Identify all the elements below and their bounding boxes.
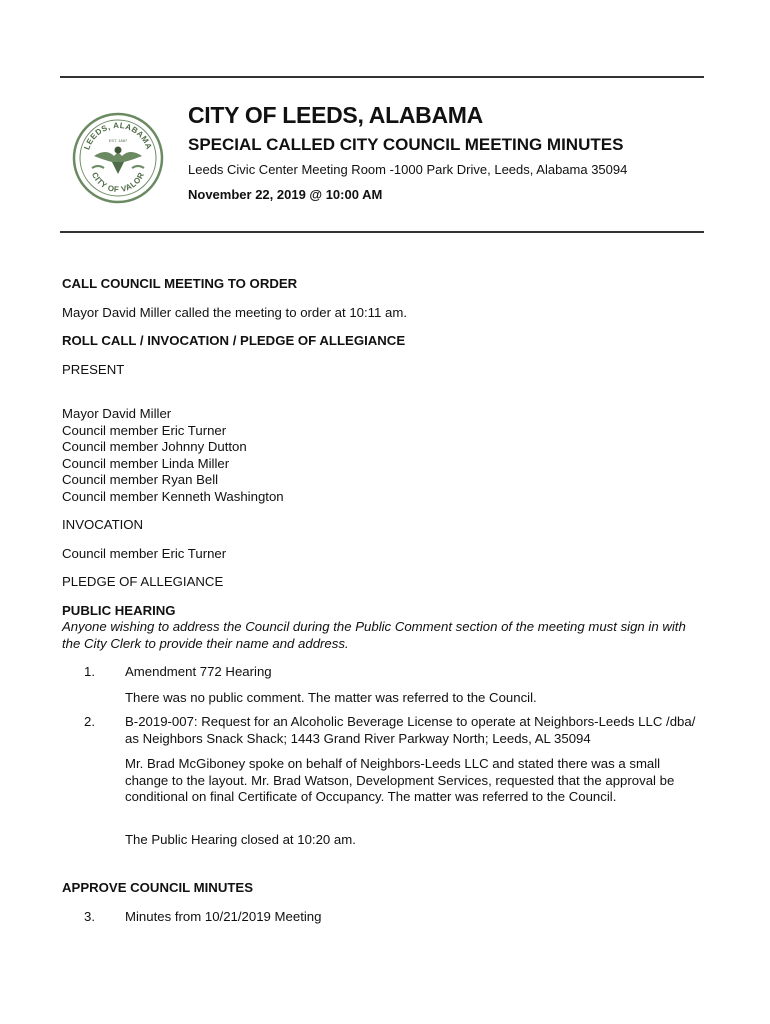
item-detail: There was no public comment. The matter was referred to the Council.: [125, 689, 537, 705]
attendee-list: [62, 406, 702, 505]
item-number: 1.: [84, 664, 95, 679]
list-item: Council member Kenneth Washington: [62, 488, 284, 504]
item-number: 3.: [84, 908, 95, 924]
list-item: Council member Ryan Bell: [62, 472, 219, 487]
meeting-title: SPECIAL CALLED CITY COUNCIL MEETING MINUTES: [188, 135, 624, 154]
city-seal-logo: [72, 112, 164, 204]
agenda-item-2: [62, 714, 702, 848]
public-hearing-note: Anyone wishing to address the Council during the Public Comment section of the meeting must sign in with the City Clerk to provide their name and address.: [62, 619, 686, 651]
call-to-order-heading: CALL COUNCIL MEETING TO ORDER: [62, 276, 298, 291]
invocation-label: INVOCATION: [62, 517, 144, 532]
header-top-rule: [60, 76, 704, 78]
seal-bottom-text: CITY OF VALOR: [89, 170, 147, 195]
seal-top-text: LEEDS, ALABAMA: [82, 120, 154, 151]
call-to-order-text: Mayor David Miller called the meeting to order at 10:11 am.: [62, 304, 407, 320]
list-item: Council member Eric Turner: [62, 422, 227, 438]
header-bottom-rule: [60, 231, 704, 233]
document-header: [188, 100, 708, 204]
public-hearing-closing: The Public Hearing closed at 10:20 am.: [125, 831, 356, 847]
meeting-location: Leeds Civic Center Meeting Room -1000 Park Drive, Leeds, Alabama 35094: [188, 162, 628, 177]
list-item: Council member Linda Miller: [62, 455, 230, 471]
public-hearing-heading: PUBLIC HEARING: [62, 602, 176, 618]
pledge-label: PLEDGE OF ALLEGIANCE: [62, 574, 224, 589]
list-item: Council member Johnny Dutton: [62, 439, 247, 454]
seal-est-text: EST. 1887: [108, 138, 128, 143]
approve-minutes-heading: APPROVE COUNCIL MINUTES: [62, 880, 253, 895]
item-number: 2.: [84, 714, 95, 729]
invocation-by: Council member Eric Turner: [62, 545, 227, 561]
minutes-body: [62, 276, 702, 925]
item-title: Amendment 772 Hearing: [125, 664, 272, 679]
present-label: PRESENT: [62, 361, 125, 377]
city-title: CITY OF LEEDS, ALABAMA: [188, 102, 483, 128]
item-detail: Mr. Brad McGiboney spoke on behalf of Neighbors-Leeds LLC and stated there was a small change to the layout. Mr. Brad Watson, Development Services, requested that the approval be conditional on final Certificate of Occupancy. The matter was referred to the Council.: [125, 756, 675, 804]
agenda-item-3: [62, 909, 702, 926]
item-title: Minutes from 10/21/2019 Meeting: [125, 908, 322, 924]
roll-call-heading: ROLL CALL / INVOCATION / PLEDGE OF ALLEGIANCE: [62, 333, 406, 348]
agenda-item-1: [62, 664, 702, 706]
meeting-date: November 22, 2019 @ 10:00 AM: [188, 187, 383, 202]
list-item: Mayor David Miller: [62, 406, 172, 421]
item-title: B-2019-007: Request for an Alcoholic Beverage License to operate at Neighbors-Leeds LLC /dba/ as Neighbors Snack Shack; 1443 Grand River Parkway North; Leeds, AL 35094: [125, 714, 696, 746]
